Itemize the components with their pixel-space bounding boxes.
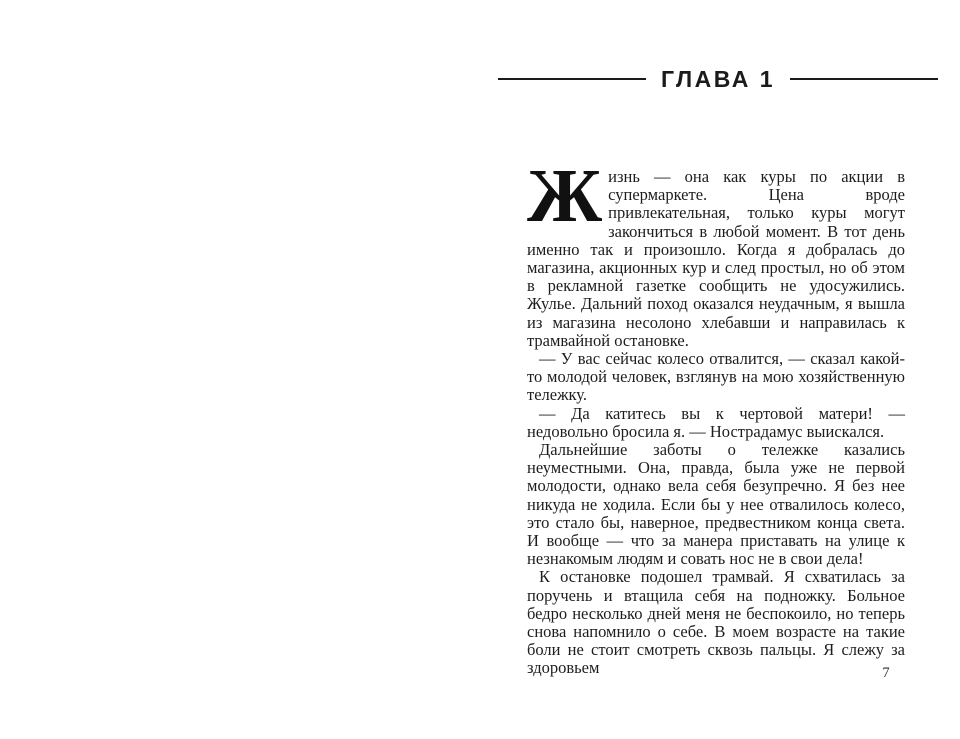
text-column: [527, 154, 905, 678]
page-number: 7: [882, 665, 890, 681]
paragraph-dialogue-1: — У вас сейчас колесо отвалится, — сказал какой-то молодой человек, взглянув на мою хозяйственную тележку.: [527, 349, 905, 405]
paragraph-opening: [527, 154, 905, 350]
paragraph-cart-thoughts: Дальнейшие заботы о тележке казались неуместными. Она, правда, была уже не первой молодости, однако вела себя безупречно. Я без нее никуда не ходила. Если бы у нее отвалилось колесо, это стало бы, наверное, предвестником конца света. И вообще — что за манера приставать на улице к незнакомым людям и совать нос не в свои дела!: [527, 440, 905, 569]
drop-cap: Ж: [527, 154, 603, 238]
paragraph-opening-text: изнь — она как куры по акции в супермаркете. Цена вроде привлекательная, только куры могут закончиться в любой момент. В тот день именно так и произошло. Когда я добралась до магазина, акционных кур и след простыл, но об этом в рекламной газетке сообщить не удосужились. Жулье. Дальний поход оказался неудачным, я вышла из магазина несолоно хлебавши и направилась к трамвайной остановке.: [527, 167, 905, 350]
chapter-title: ГЛАВА 1: [661, 65, 775, 92]
heading-rule-right: [790, 78, 938, 80]
chapter-heading: [498, 66, 938, 92]
heading-rule-left: [498, 78, 646, 80]
paragraph-dialogue-2: — Да катитесь вы к чертовой матери! — недовольно бросила я. — Нострадамус выискался.: [527, 403, 905, 441]
paragraph-tram: К остановке подошел трамвай. Я схватилась за поручень и втащила себя на подножку. Больное бедро несколько дней меня не беспокоило, но теперь снова напомнило о себе. В моем возрасте на такие боли не стоит смотреть сквозь пальцы. Я слежу за здоровьем: [527, 567, 905, 678]
